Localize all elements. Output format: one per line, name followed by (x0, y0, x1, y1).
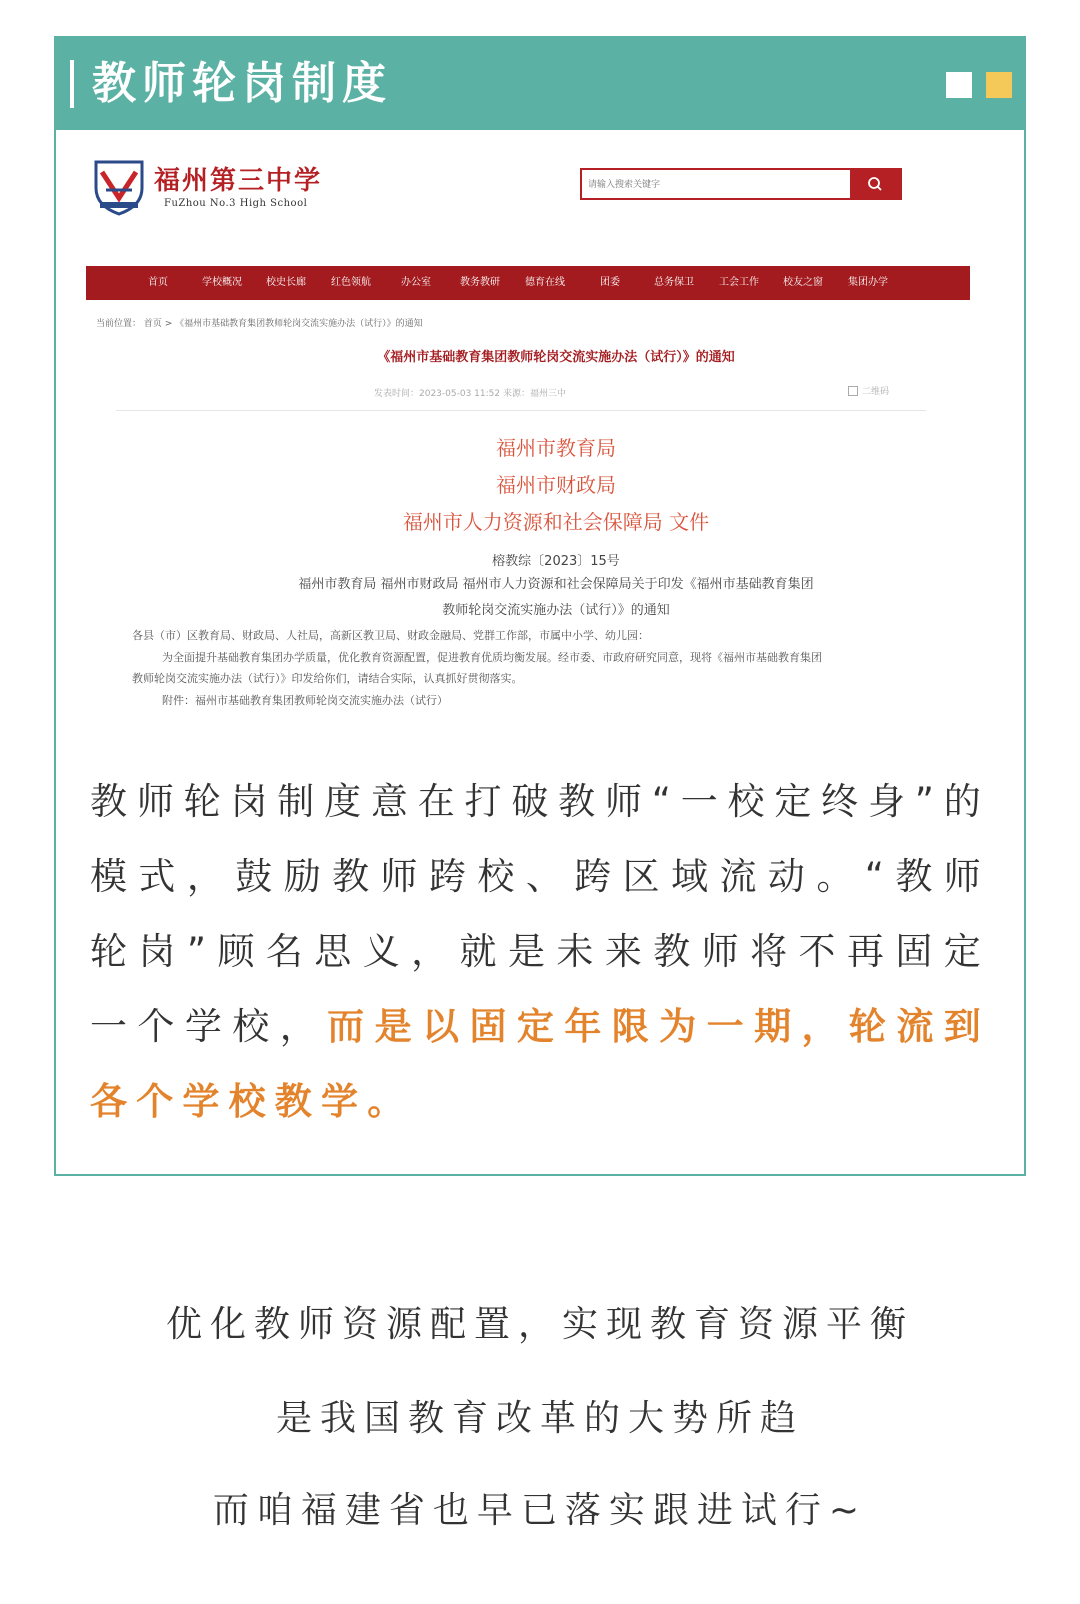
school-name: 福州第三中学 (154, 166, 323, 196)
description-paragraph (90, 764, 990, 1139)
search-button[interactable] (850, 170, 900, 198)
teacher-rotation-card (54, 36, 1026, 1176)
school-english-name: FuZhou No.3 High School (164, 198, 308, 209)
nav-item-home[interactable]: 首页 (148, 277, 168, 288)
nav-item-overview[interactable]: 学校概况 (202, 277, 242, 288)
red-header-line-2: 福州市财政局 (496, 473, 616, 497)
closing-line-3: 而咱福建省也早已落实跟进试行~ (212, 1490, 868, 1531)
card-title: 教师轮岗制度 (92, 58, 392, 109)
school-emblem-icon (92, 158, 146, 216)
qr-code-label: 二维码 (862, 387, 890, 397)
white-square-decoration (946, 72, 972, 98)
qr-code-link[interactable] (848, 384, 889, 397)
main-navbar (86, 266, 970, 300)
card-header (56, 38, 1024, 130)
yellow-square-decoration (986, 72, 1012, 98)
paragraph-text: 教师轮岗制度意在打破教师“一校定终身”的模式，鼓励教师跨校、跨区域流动。“教师轮岗”顾名思义，就是未来教师将不再固定一个学校， (90, 780, 990, 1048)
nav-item-office[interactable]: 办公室 (401, 277, 431, 288)
document-number: 榕教综〔2023〕15号 (492, 554, 620, 569)
divider (116, 410, 926, 411)
document-body-line: 各县（市）区教育局、财政局、人社局，高新区教卫局、财政金融局、党群工作部，市属中小学、幼儿园： (132, 629, 649, 642)
nav-item-union[interactable]: 工会工作 (719, 277, 759, 288)
nav-item-group[interactable]: 集团办学 (848, 277, 888, 288)
document-heading-line-1: 福州市教育局 福州市财政局 福州市人力资源和社会保障局关于印发《福州市基础教育集团 (298, 577, 814, 592)
paragraph-highlight: 而是以固定年限为一期，轮流到各个学校教学。 (90, 1005, 990, 1123)
document-attachment[interactable]: 附件：福州市基础教育集团教师轮岗交流实施办法（试行） (162, 694, 448, 707)
document-heading-line-2: 教师轮岗交流实施办法（试行）》的通知 (442, 603, 670, 618)
article-meta: 发表时间：2023-05-03 11:52 来源：福州三中 (374, 389, 566, 399)
search-input[interactable] (588, 174, 838, 194)
article-title: 《福州市基础教育集团教师轮岗交流实施办法（试行）》的通知 (377, 350, 735, 365)
nav-item-general-affairs[interactable]: 总务保卫 (654, 277, 694, 288)
header-accent-bar (70, 60, 74, 108)
nav-item-league[interactable]: 团委 (600, 277, 620, 288)
red-header-line-1: 福州市教育局 (496, 436, 616, 460)
closing-line-2: 是我国教育改革的大势所趋 (275, 1398, 804, 1439)
qr-code-icon (848, 386, 858, 396)
search-icon (850, 170, 900, 198)
nav-item-teaching[interactable]: 教务教研 (460, 277, 500, 288)
nav-item-alumni[interactable]: 校友之窗 (783, 277, 823, 288)
document-body-line: 教师轮岗交流实施办法（试行）》印发给你们，请结合实际，认真抓好贯彻落实。 (132, 672, 523, 685)
nav-item-moral[interactable]: 德育在线 (525, 277, 565, 288)
nav-item-history[interactable]: 校史长廊 (266, 277, 306, 288)
red-header-line-3: 福州市人力资源和社会保障局 文件 (402, 510, 710, 534)
breadcrumb[interactable]: 当前位置： 首页 > 《福州市基础教育集团教师轮岗交流实施办法（试行）》的通知 (96, 319, 423, 329)
search-box (580, 168, 902, 200)
website-screenshot (86, 158, 996, 728)
document-body-line: 为全面提升基础教育集团办学质量，优化教育资源配置，促进教育优质均衡发展。经市委、市政府研究同意，现将《福州市基础教育集团 (162, 651, 822, 664)
nav-item-red-pilot[interactable]: 红色领航 (331, 277, 371, 288)
closing-line-1: 优化教师资源配置，实现教育资源平衡 (165, 1304, 914, 1345)
